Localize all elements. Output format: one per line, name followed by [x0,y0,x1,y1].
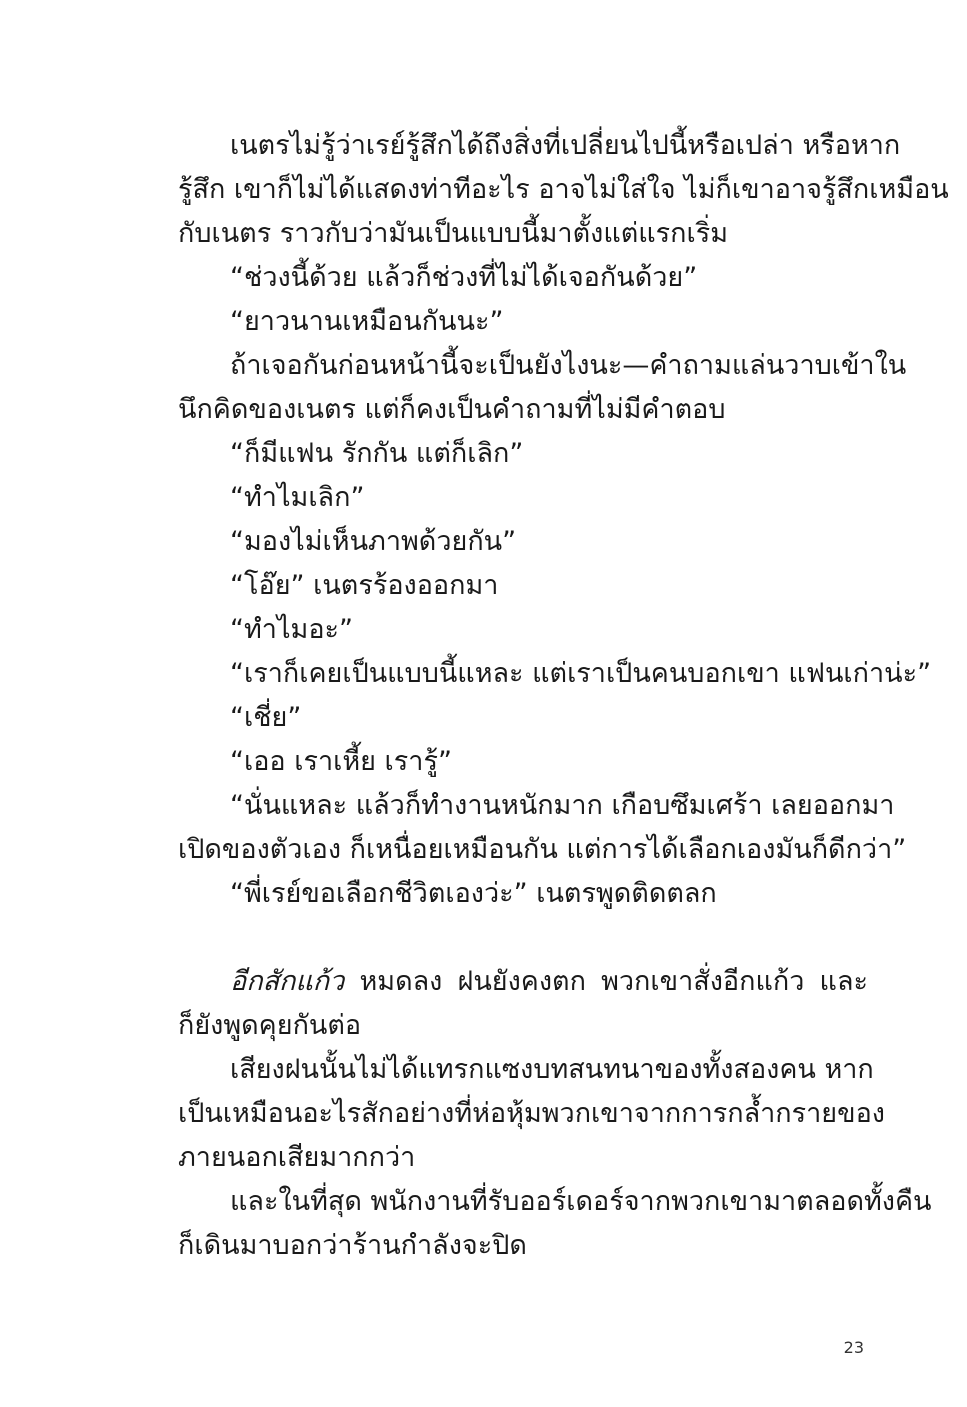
italic-phrase: อีกสักแก้ว [230,966,345,997]
page-number: 23 [843,1338,864,1357]
paragraph-line: นึกคิดของเนตร แต่ก็คงเป็นคำถามที่ไม่มีคำตอบ [178,394,726,425]
paragraph-line: ภายนอกเสียมากกว่า [178,1142,416,1173]
dialogue-line: “ยาวนานเหมือนกันนะ” [230,306,504,337]
paragraph-line: ถ้าเจอกันก่อนหน้านี้จะเป็นยังไงนะ—คำถามแล่นวาบเข้าใน [230,350,907,381]
dialogue-line: เปิดของตัวเอง ก็เหนื่อยเหมือนกัน แต่การได้เลือกเองมันก็ดีกว่า” [178,834,907,865]
dialogue-line: “พี่เรย์ขอเลือกชีวิตเองว่ะ” เนตรพูดติดตลก [230,878,717,909]
paragraph-line: เสียงฝนนั้นไม่ได้แทรกแซงบทสนทนาของทั้งสองคน หาก [230,1054,874,1085]
page-body [178,124,949,1268]
paragraph-line: เป็นเหมือนอะไรสักอย่างที่ห่อหุ้มพวกเขาจากการกล้ำกรายของ [178,1098,885,1129]
paragraph-line: ก็ยังพูดคุยกันต่อ [178,1010,362,1041]
dialogue-line: “นั่นแหละ แล้วก็ทำงานหนักมาก เกือบซึมเศร้า เลยออกมา [230,790,895,821]
dialogue-line: “เราก็เคยเป็นแบบนี้แหละ แต่เราเป็นคนบอกเขา แฟนเก่าน่ะ” [230,658,932,689]
paragraph-line: รู้สึก เขาก็ไม่ได้แสดงท่าทีอะไร อาจไม่ใส่ใจ ไม่ก็เขาอาจรู้สึกเหมือน [178,174,949,205]
dialogue-line: “ทำไมเลิก” [230,482,365,513]
dialogue-line: “ทำไมอะ” [230,614,354,645]
dialogue-line: “มองไม่เห็นภาพด้วยกัน” [230,526,517,557]
paragraph-line: ก็เดินมาบอกว่าร้านกำลังจะปิด [178,1230,527,1261]
dialogue-line: “เออ เราเหี้ย เรารู้” [230,746,452,777]
dialogue-line: “ก็มีแฟน รักกัน แต่ก็เลิก” [230,438,524,469]
section-break [178,916,868,960]
line-text: หมดลง ฝนยังคงตก พวกเขาสั่งอีกแก้ว และ [344,966,868,997]
dialogue-line: “โอ๊ย” เนตรร้องออกมา [230,570,499,601]
dialogue-line: “เชี่ย” [230,702,302,733]
paragraph-line [178,960,868,1004]
paragraph-line: กับเนตร ราวกับว่ามันเป็นแบบนี้มาตั้งแต่แรกเริ่ม [178,218,729,249]
paragraph-line: เนตรไม่รู้ว่าเรย์รู้สึกได้ถึงสิ่งที่เปลี่ยนไปนี้หรือเปล่า หรือหาก [230,130,901,161]
dialogue-line: “ช่วงนี้ด้วย แล้วก็ช่วงที่ไม่ได้เจอกันด้วย” [230,262,698,293]
paragraph-line: และในที่สุด พนักงานที่รับออร์เดอร์จากพวกเขามาตลอดทั้งคืน [230,1186,932,1217]
